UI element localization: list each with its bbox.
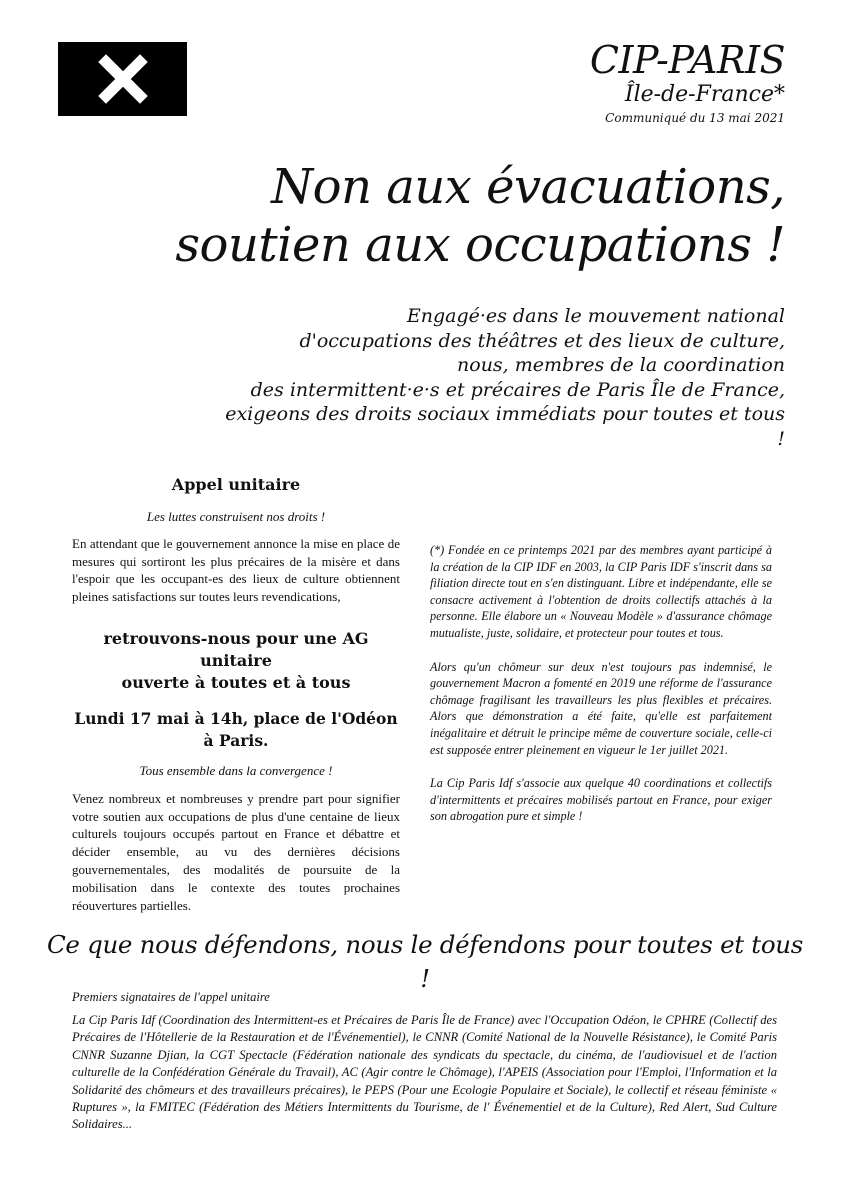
intro-line: des intermittent·e·s et précaires de Paris Île de France, <box>250 378 785 401</box>
intro-line: nous, membres de la coordination <box>457 354 785 376</box>
notes-column <box>430 542 772 842</box>
intro-line: d'occupations des théâtres et des lieux de culture, <box>299 329 785 352</box>
org-name: CIP-PARIS <box>589 38 785 82</box>
appel-subtitle: Les luttes construisent nos droits ! <box>146 509 326 524</box>
appel-column <box>72 474 400 914</box>
note-reform: Alors qu'un chômeur sur deux n'est toujours pas indemnisé, le gouvernement Macron a fomenté en 2019 une réforme de l'assurance chômage fragilisant les travailleurs les plus flexibles et précaires. Alors que démonstration a été faite, qu'elle est parfaitement inégalitaire et détruit le principe même de couverture sociale, celle-ci est supposée entrer pleinement en vigueur le 1er juillet 2021. <box>430 659 772 757</box>
call-to-action <box>72 628 400 694</box>
cta-line-2: ouverte à toutes et à tous <box>121 672 351 692</box>
appel-paragraph-2: Venez nombreux et nombreuses y prendre part pour signifier votre soutien aux occupations de plus d'une centaine de lieux culturels toujours occupés partout en France et débattre et décider ensemble, au vu des dernières décisions gouvernementales, des modalités de poursuite de la mobilisation dans le contexte des toutes prochaines réouvertures partielles. <box>72 790 400 913</box>
headline-line-2: soutien aux occupations ! <box>175 217 785 273</box>
convergence-line: Tous ensemble dans la convergence ! <box>139 762 333 778</box>
appel-paragraph-1: En attendant que le gouvernement annonce la mise en place de mesures qui sortiront les plus précaires de la misère et dans l'espoir que les occupant-es des lieux de culture obtiennent pleines satisfactions sur toutes leurs revendications, <box>72 535 400 605</box>
note-foundation: (*) Fondée en ce printemps 2021 par des membres ayant participé à la création de la CIP IDF en 2003, la CIP Paris IDF s'inscrit dans sa filiation directe tout en s'en distinguant. Libre et indépendante, elle se consacre activement à l'obtention de droits collectifs attachés à la personne. Elle élabore un « Nouveau Modèle » d'assurance chômage mutualiste, juste, solidaire, et protecteur pour toutes et tous. <box>430 543 772 640</box>
header <box>590 38 785 126</box>
signatories-list: La Cip Paris Idf (Coordination des Intermittent-es et Précaires de Paris Île de France) avec l'Occupation Odéon, le CPHRE (Collectif des Précaires de l'Hôtellerie de la Restauration et de l'Événementiel), le CNNR (Comité National de la Nouvelle Résistance), le Comité Paris CNNR Suzanne Djian, la CGT Spectacle (Fédération nationale des syndicats du spectacle, du cinéma, de l'audiovisuel et de l'action culturelle de la Confédération Générale du Travail), AC (Agir contre le Chômage), l'APEIS (Association pour l'Emploi, l'Information et la Solidarité des chômeurs et des travailleurs précaires), le PEPS (Pour une Ecologie Populaire et Sociale), le collectif et réseau féministe « Ruptures », la FMITEC (Fédération des Métiers Intermittents du Tourisme, de l' Événementiel et de la Culture), Red Alert, Sud Culture Solidaires... <box>72 1013 777 1132</box>
cta-line-1: retrouvons-nous pour une AG unitaire <box>103 628 369 670</box>
note-abrogation: La Cip Paris Idf s'associe aux quelque 40 coordinations et collectifs d'intermittents et précaires mobilisés partout en France, pour exiger son abrogation pure et simple ! <box>430 776 772 824</box>
headline-line-1: Non aux évacuations, <box>271 159 785 215</box>
intro <box>225 304 785 451</box>
communique-date: Communiqué du 13 mai 2021 <box>605 111 785 125</box>
intro-line: exigeons des droits sociaux immédiats pour toutes et tous ! <box>225 403 785 450</box>
intro-line: Engagé·es dans le mouvement national <box>406 305 785 327</box>
headline <box>165 158 785 274</box>
x-mark-icon <box>58 42 187 116</box>
event-date-place: Lundi 17 mai à 14h, place de l'Odéon à Paris. <box>74 708 398 750</box>
slogan: Ce que nous défendons, nous le défendons pour toutes et tous ! <box>46 930 804 993</box>
org-region: Île-de-France* <box>624 82 785 107</box>
logo <box>58 42 187 116</box>
signatories-title: Premiers signataires de l'appel unitaire <box>72 990 270 1004</box>
appel-title: Appel unitaire <box>171 475 301 494</box>
